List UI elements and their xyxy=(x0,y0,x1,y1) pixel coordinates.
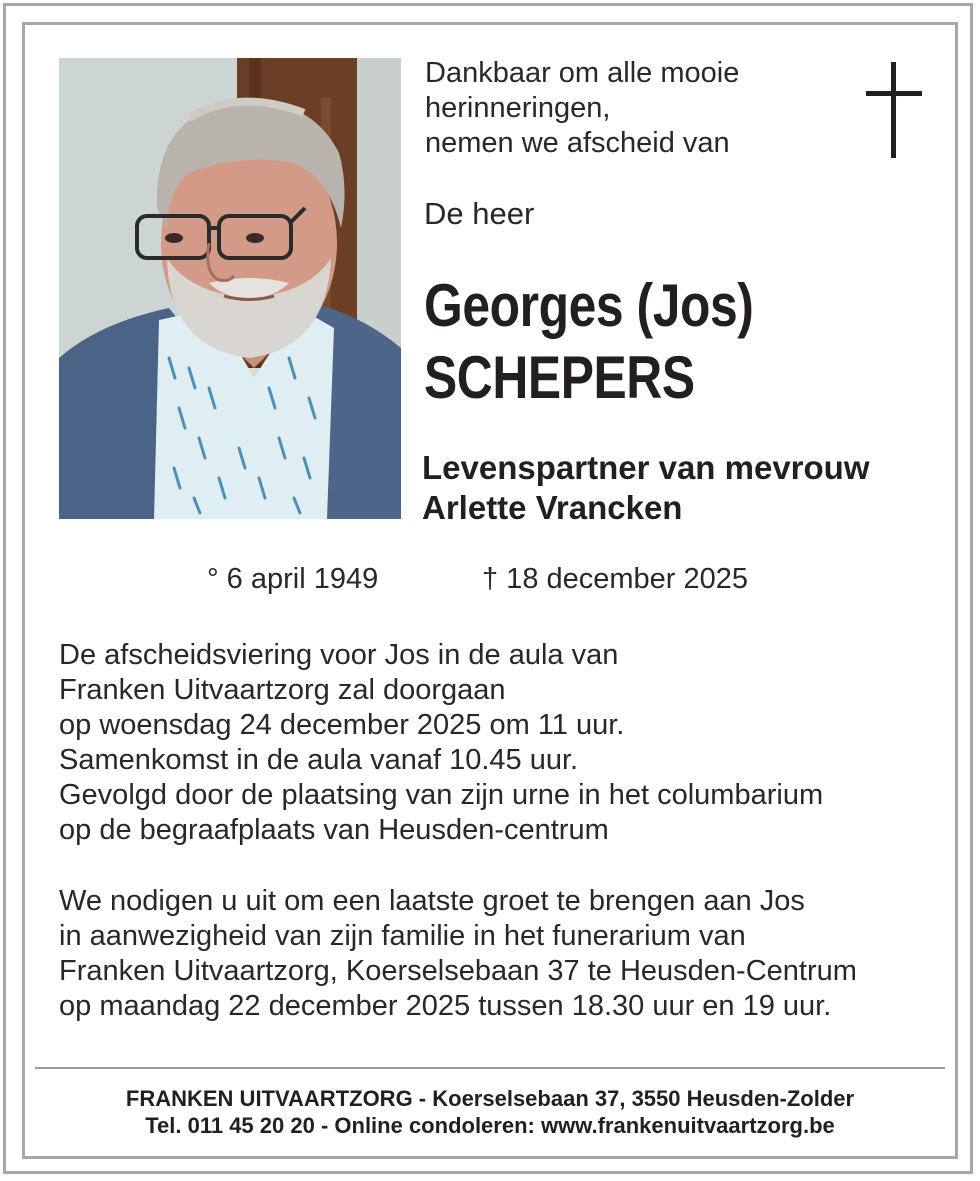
ceremony-line: Gevolgd door de plaatsing van zijn urne in het columbarium xyxy=(59,779,824,811)
name-line-last: SCHEPERS xyxy=(424,344,695,411)
ceremony-line: op woensdag 24 december 2025 om 11 uur. xyxy=(59,709,625,741)
visitation-line: Franken Uitvaartzorg, Koerselsebaan 37 te Heusden-Centrum xyxy=(59,955,857,987)
footer-divider xyxy=(35,1067,945,1069)
intro-line: herinneringen, xyxy=(425,92,611,124)
intro-line: Dankbaar om alle mooie xyxy=(425,57,740,89)
ceremony-line: op de begraafplaats van Heusden-centrum xyxy=(59,814,609,846)
death-date: † 18 december 2025 xyxy=(482,563,749,595)
partner-line: Arlette Vrancken xyxy=(422,489,683,526)
ceremony-paragraph xyxy=(59,638,823,848)
ceremony-line: Samenkomst in de aula vanaf 10.45 uur. xyxy=(59,744,579,776)
partner-line: Levenspartner van mevrouw xyxy=(422,449,870,486)
visitation-line: in aanwezigheid van zijn familie in het funerarium van xyxy=(59,920,746,952)
ceremony-line: De afscheidsviering voor Jos in de aula van xyxy=(59,639,619,671)
intro-line: nemen we afscheid van xyxy=(425,127,730,159)
deceased-name xyxy=(424,270,753,414)
salutation: De heer xyxy=(424,196,535,231)
name-line-first: Georges (Jos) xyxy=(424,272,754,339)
visitation-paragraph xyxy=(59,884,857,1024)
partner-text xyxy=(422,448,870,528)
footer-address: FRANKEN UITVAARTZORG - Koerselsebaan 37, 3550 Heusden-Zolder xyxy=(125,1086,855,1111)
visitation-line: We nodigen u uit om een laatste groet te brengen aan Jos xyxy=(59,885,805,917)
portrait-photo xyxy=(59,58,401,519)
intro-text xyxy=(425,56,739,161)
cross-icon xyxy=(866,62,922,158)
footer xyxy=(25,1085,955,1139)
footer-contact: Tel. 011 45 20 20 - Online condoleren: www.frankenuitvaartzorg.be xyxy=(145,1113,835,1138)
visitation-line: op maandag 22 december 2025 tussen 18.30 uur en 19 uur. xyxy=(59,990,832,1022)
birth-date: ° 6 april 1949 xyxy=(207,563,379,595)
ceremony-line: Franken Uitvaartzorg zal doorgaan xyxy=(59,674,506,706)
